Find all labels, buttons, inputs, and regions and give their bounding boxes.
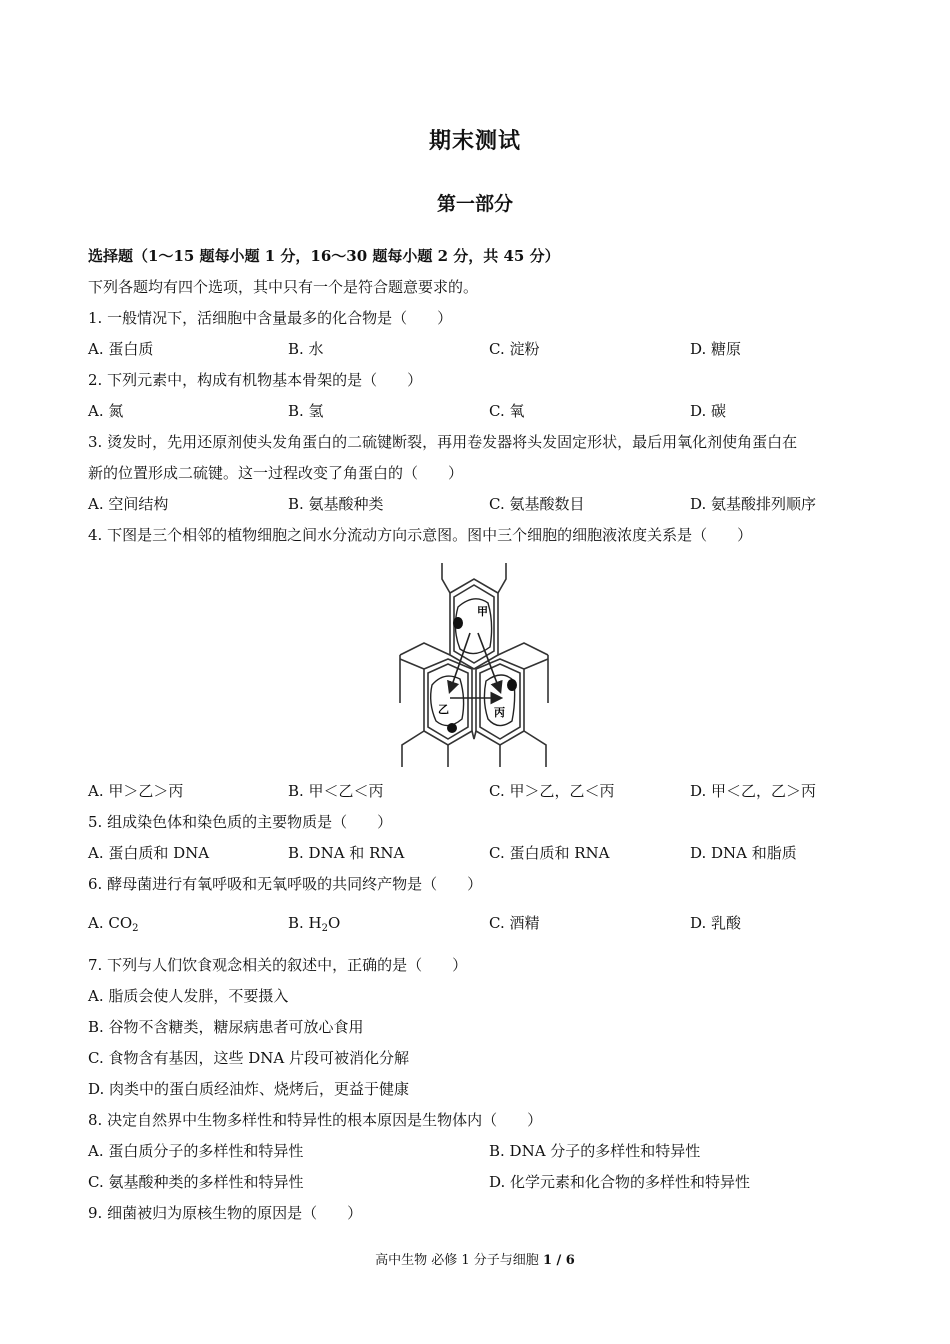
- section-title: 第一部分: [436, 193, 513, 215]
- option-text: B. H: [288, 914, 322, 932]
- subscript: 2: [321, 923, 329, 934]
- question-8-option-a: A. 蛋白质分子的多样性和特异性: [88, 1142, 304, 1160]
- question-2-option-c: C. 氧: [489, 402, 525, 420]
- question-1-option-a: A. 蛋白质: [88, 340, 154, 358]
- question-1-option-b: B. 水: [288, 340, 324, 358]
- question-2-option-a: A. 氮: [88, 402, 124, 420]
- instructions-heading: 选择题（1～15 题每小题 1 分，16～30 题每小题 2 分，共 45 分）: [88, 247, 560, 265]
- question-9-stem: 9. 细菌被归为原核生物的原因是（ ）: [88, 1204, 363, 1222]
- question-4-option-a: A. 甲＞乙＞丙: [88, 782, 184, 800]
- question-4-stem: 4. 下图是三个相邻的植物细胞之间水分流动方向示意图。图中三个细胞的细胞液浓度关系是（ ）: [88, 526, 753, 544]
- question-4-option-b: B. 甲＜乙＜丙: [288, 782, 384, 800]
- question-6-option-d: D. 乳酸: [690, 914, 742, 932]
- question-1-option-c: C. 淀粉: [489, 340, 540, 358]
- page-number: 1 / 6: [542, 1253, 575, 1268]
- question-8-option-c: C. 氨基酸种类的多样性和特异性: [88, 1173, 304, 1191]
- question-6-option-b: [288, 913, 340, 933]
- question-7-option-b: B. 谷物不含糖类，糖尿病患者可放心食用: [88, 1018, 364, 1036]
- question-3-option-b: B. 氨基酸种类: [288, 495, 384, 513]
- question-5-option-a: A. 蛋白质和 DNA: [88, 844, 210, 862]
- question-8-option-b: B. DNA 分子的多样性和特异性: [489, 1142, 701, 1160]
- question-2-stem: 2. 下列元素中，构成有机物基本骨架的是（ ）: [88, 371, 423, 389]
- question-6-option-a: [88, 913, 139, 933]
- question-2-option-b: B. 氢: [288, 402, 324, 420]
- cell-walls: [400, 563, 548, 767]
- question-7-option-d: D. 肉类中的蛋白质经油炸、烧烤后，更益于健康: [88, 1080, 410, 1098]
- question-8-stem: 8. 决定自然界中生物多样性和特异性的根本原因是生物体内（ ）: [88, 1111, 543, 1129]
- question-3-stem-line2: 新的位置形成二硫键。这一过程改变了角蛋白的（ ）: [88, 464, 464, 482]
- cell-label-bing: 丙: [494, 706, 505, 719]
- question-7-option-c: C. 食物含有基因，这些 DNA 片段可被消化分解: [88, 1049, 410, 1067]
- page-title: 期末测试: [428, 129, 521, 154]
- question-7-stem: 7. 下列与人们饮食观念相关的叙述中，正确的是（ ）: [88, 956, 468, 974]
- question-1-stem: 1. 一般情况下，活细胞中含量最多的化合物是（ ）: [88, 309, 453, 327]
- instructions-note: 下列各题均有四个选项，其中只有一个是符合题意要求的。: [88, 278, 479, 296]
- question-2-option-d: D. 碳: [690, 402, 727, 420]
- question-8-option-d: D. 化学元素和化合物的多样性和特异性: [489, 1173, 751, 1191]
- question-5-stem: 5. 组成染色体和染色质的主要物质是（ ）: [88, 813, 393, 831]
- question-4-option-c: C. 甲＞乙，乙＜丙: [489, 782, 615, 800]
- option-text: A. CO: [88, 914, 133, 932]
- question-3-option-c: C. 氨基酸数目: [489, 495, 585, 513]
- question-3-option-a: A. 空间结构: [88, 495, 169, 513]
- question-1-option-d: D. 糖原: [690, 340, 742, 358]
- question-4-option-d: D. 甲＜乙，乙＞丙: [690, 782, 817, 800]
- question-6-stem: 6. 酵母菌进行有氧呼吸和无氧呼吸的共同终产物是（ ）: [88, 875, 483, 893]
- cell-label-jia: 甲: [477, 605, 488, 618]
- cell-label-yi: 乙: [438, 703, 449, 716]
- nuclei: [447, 617, 517, 733]
- question-5-option-d: D. DNA 和脂质: [690, 844, 797, 862]
- page-footer: [0, 1249, 950, 1268]
- question-3-stem-line1: 3. 烫发时，先用还原剂使头发角蛋白的二硫键断裂，再用卷发器将头发固定形状，最后用氧化剂使角蛋白在: [88, 433, 798, 451]
- footer-text: 高中生物 必修 1 分子与细胞: [375, 1253, 543, 1268]
- question-5-option-c: C. 蛋白质和 RNA: [489, 844, 610, 862]
- question-3-option-d: D. 氨基酸排列顺序: [690, 495, 817, 513]
- plant-cell-water-flow-diagram: [398, 563, 550, 767]
- option-text: O: [328, 914, 341, 932]
- question-7-option-a: A. 脂质会使人发胖，不要摄入: [88, 987, 289, 1005]
- question-6-option-c: C. 酒精: [489, 914, 540, 932]
- subscript: 2: [132, 923, 139, 934]
- question-5-option-b: B. DNA 和 RNA: [288, 844, 405, 862]
